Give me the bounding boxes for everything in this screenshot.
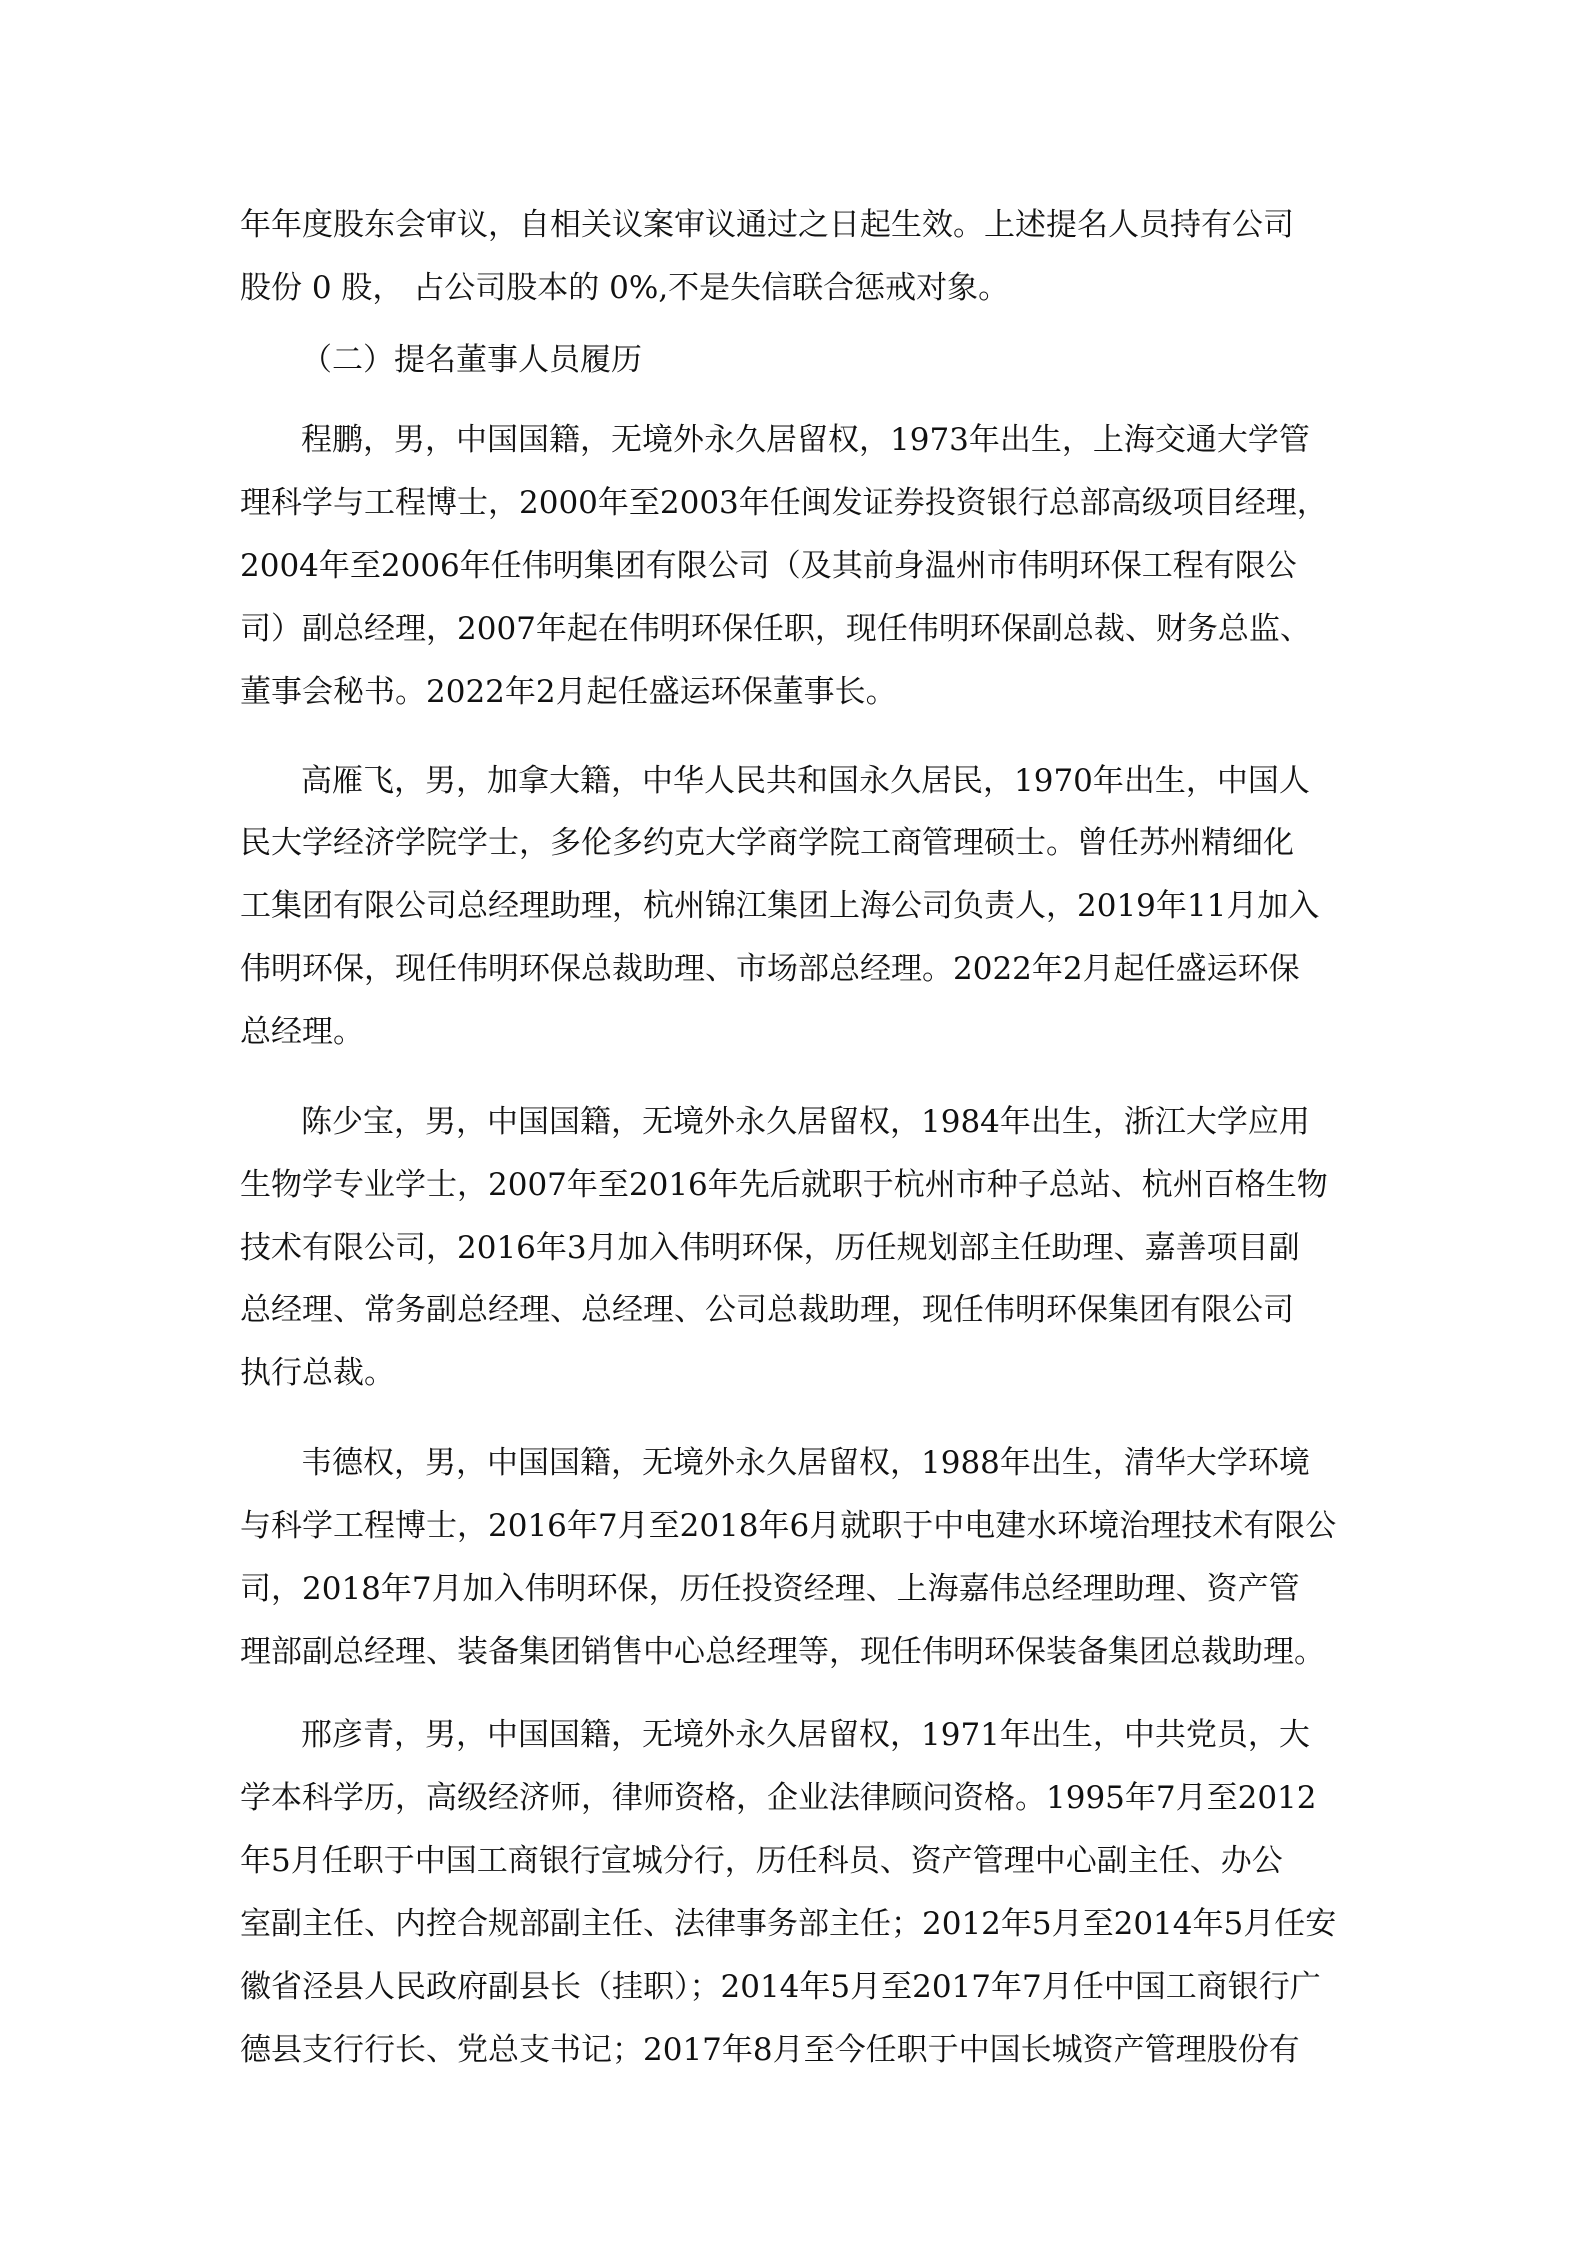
bio-3-line-4: 总经理、常务副总经理、总经理、公司总裁助理，现任伟明环保集团有限公司 — [240, 1292, 1294, 1328]
intro-line-1: 年年度股东会审议，自相关议案审议通过之日起生效。上述提名人员持有公司 — [240, 207, 1294, 243]
bio-2-line-5: 总经理。 — [240, 1014, 364, 1050]
bio-5-line-1: 邢彦青，男，中国国籍，无境外永久居留权，1971年出生，中共党员，大 — [301, 1717, 1310, 1753]
bio-4-line-4: 理部副总经理、装备集团销售中心总经理等，现任伟明环保装备集团总裁助理。 — [240, 1634, 1325, 1670]
intro-line-2: 股份 0 股， 占公司股本的 0%,不是失信联合惩戒对象。 — [240, 270, 1010, 306]
bio-2-line-2: 民大学经济学院学士，多伦多约克大学商学院工商管理硕士。曾任苏州精细化 — [240, 825, 1294, 861]
bio-1-line-2: 理科学与工程博士，2000年至2003年任闽发证券投资银行总部高级项目经理， — [240, 485, 1328, 521]
bio-5-line-5: 徽省泾县人民政府副县长（挂职）；2014年5月至2017年7月任中国工商银行广 — [240, 1969, 1321, 2005]
bio-2-line-4: 伟明环保，现任伟明环保总裁助理、市场部总经理。2022年2月起任盛运环保 — [240, 951, 1300, 987]
bio-1-line-5: 董事会秘书。2022年2月起任盛运环保董事长。 — [240, 674, 897, 710]
section-heading: （二）提名董事人员履历 — [301, 342, 642, 378]
bio-1-line-4: 司）副总经理，2007年起在伟明环保任职，现任伟明环保副总裁、财务总监、 — [240, 611, 1311, 647]
bio-5-line-3: 年5月任职于中国工商银行宣城分行，历任科员、资产管理中心副主任、办公 — [240, 1843, 1283, 1879]
bio-3-line-5: 执行总裁。 — [240, 1355, 395, 1391]
bio-5-line-4: 室副主任、内控合规部副主任、法律事务部主任；2012年5月至2014年5月任安 — [240, 1906, 1337, 1942]
bio-5-line-2: 学本科学历，高级经济师，律师资格，企业法律顾问资格。1995年7月至2012 — [240, 1780, 1317, 1816]
bio-4-line-1: 韦德权，男，中国国籍，无境外永久居留权，1988年出生，清华大学环境 — [301, 1445, 1310, 1481]
bio-3-line-3: 技术有限公司，2016年3月加入伟明环保，历任规划部主任助理、嘉善项目副 — [240, 1230, 1300, 1266]
bio-4-line-3: 司，2018年7月加入伟明环保，历任投资经理、上海嘉伟总经理助理、资产管 — [240, 1571, 1300, 1607]
bio-1-line-3: 2004年至2006年任伟明集团有限公司（及其前身温州市伟明环保工程有限公 — [240, 548, 1297, 584]
bio-4-line-2: 与科学工程博士，2016年7月至2018年6月就职于中电建水环境治理技术有限公 — [240, 1508, 1337, 1544]
bio-2-line-1: 高雁飞，男，加拿大籍，中华人民共和国永久居民，1970年出生，中国人 — [301, 763, 1310, 799]
bio-3-line-1: 陈少宝，男，中国国籍，无境外永久居留权，1984年出生，浙江大学应用 — [301, 1104, 1310, 1140]
bio-1-line-1: 程鹏，男，中国国籍，无境外永久居留权，1973年出生，上海交通大学管 — [301, 422, 1310, 458]
bio-2-line-3: 工集团有限公司总经理助理，杭州锦江集团上海公司负责人，2019年11月加入 — [240, 888, 1320, 924]
bio-5-line-6: 德县支行行长、党总支书记；2017年8月至今任职于中国长城资产管理股份有 — [240, 2032, 1300, 2068]
bio-3-line-2: 生物学专业学士，2007年至2016年先后就职于杭州市种子总站、杭州百格生物 — [240, 1167, 1328, 1203]
